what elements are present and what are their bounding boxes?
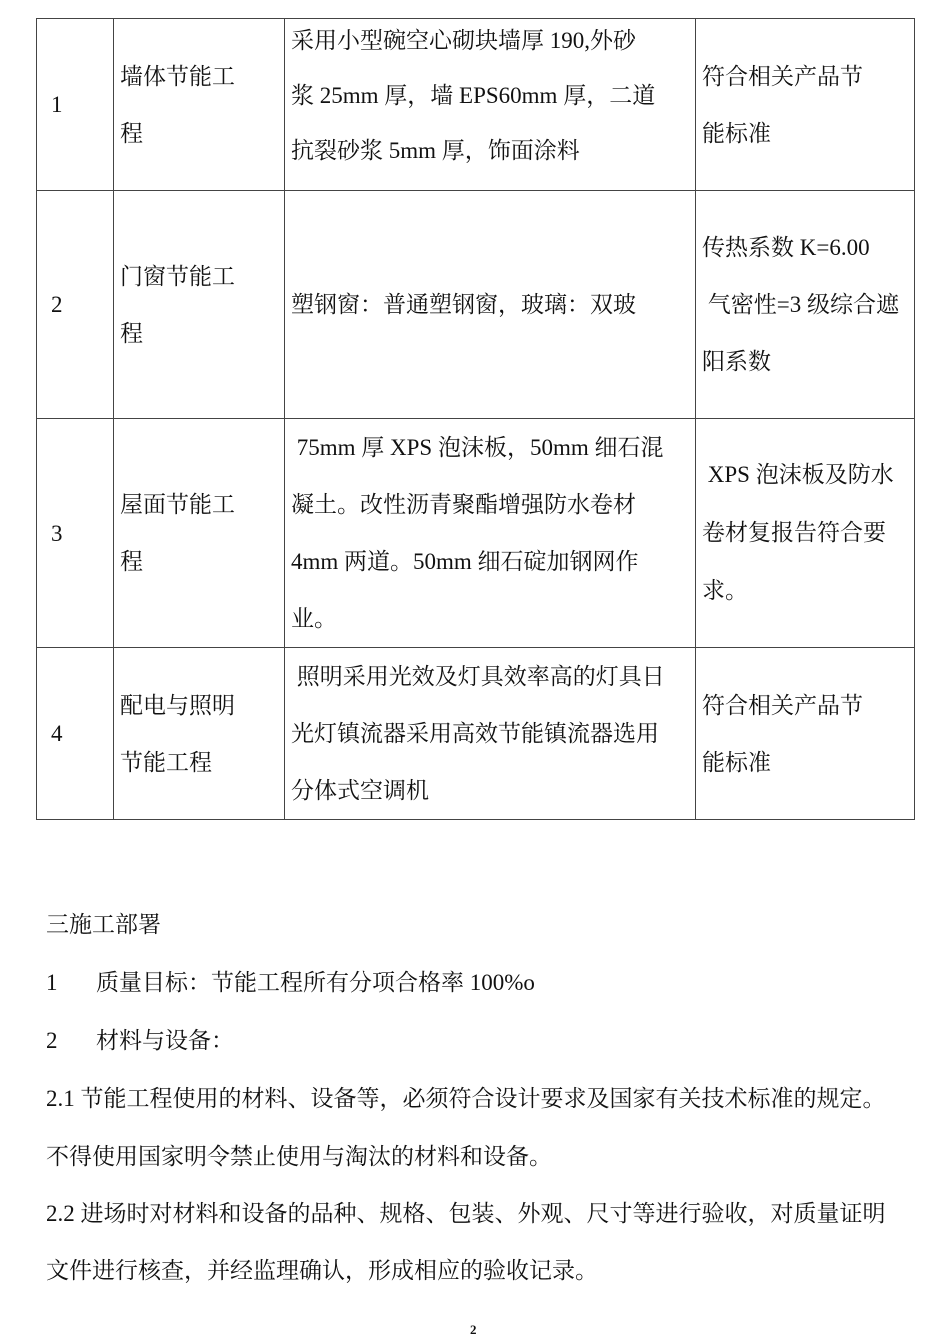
row-result: 传热系数 K=6.00 气密性=3 级综合遮 阳系数 (696, 191, 915, 419)
paragraph-line: 文件进行核查，并经监理确认，形成相应的验收记录。 (46, 1258, 598, 1283)
paragraph-line: 2.2 进场时对材料和设备的品种、规格、包装、外观、尺寸等进行验收，对质量证明 (46, 1201, 886, 1226)
row-item: 门窗节能工 程 (114, 191, 285, 419)
row-content: 采用小型碗空心砌块墙厚 190,外砂 浆 25mm 厚，墙 EPS60mm 厚，二道 抗裂砂浆 5mm 厚，饰面涂料 (285, 19, 696, 191)
row-number: 2 (37, 191, 114, 419)
item-text: 材料与设备： (96, 1028, 234, 1053)
row-result: 符合相关产品节 能标准 (696, 19, 915, 191)
row-content: 塑钢窗：普通塑钢窗，玻璃：双玻 (285, 191, 696, 419)
item-text: 质量目标：节能工程所有分项合格率 100%o (96, 970, 535, 995)
item-number: 1 (46, 970, 58, 995)
row-number: 3 (37, 419, 114, 648)
section-heading: 三施工部署 (46, 912, 161, 937)
page-number: 2 (470, 1322, 477, 1337)
row-result: XPS 泡沫板及防水 卷材复报告符合要 求。 (696, 419, 915, 648)
item-number: 2 (46, 1028, 58, 1053)
row-number: 4 (37, 648, 114, 820)
construction-deployment-section (46, 0, 946, 1344)
paragraph-line: 2.1 节能工程使用的材料、设备等，必须符合设计要求及国家有关技术标准的规定。 (46, 1086, 886, 1111)
list-item (46, 1026, 234, 1056)
row-item: 墙体节能工 程 (114, 19, 285, 191)
row-number: 1 (37, 19, 114, 191)
row-content: 照明采用光效及灯具效率高的灯具日 光灯镇流器采用高效节能镇流器选用 分体式空调机 (285, 648, 696, 820)
paragraph-line: 不得使用国家明令禁止使用与淘汰的材料和设备。 (46, 1144, 552, 1169)
row-content: 75mm 厚 XPS 泡沫板，50mm 细石混 凝土。改性沥青聚酯增强防水卷材 4mm 两道。50mm 细石碇加钢网作 业。 (285, 419, 696, 648)
row-item: 配电与照明 节能工程 (114, 648, 285, 820)
row-item: 屋面节能工 程 (114, 419, 285, 648)
row-result: 符合相关产品节 能标准 (696, 648, 915, 820)
list-item (46, 968, 535, 998)
